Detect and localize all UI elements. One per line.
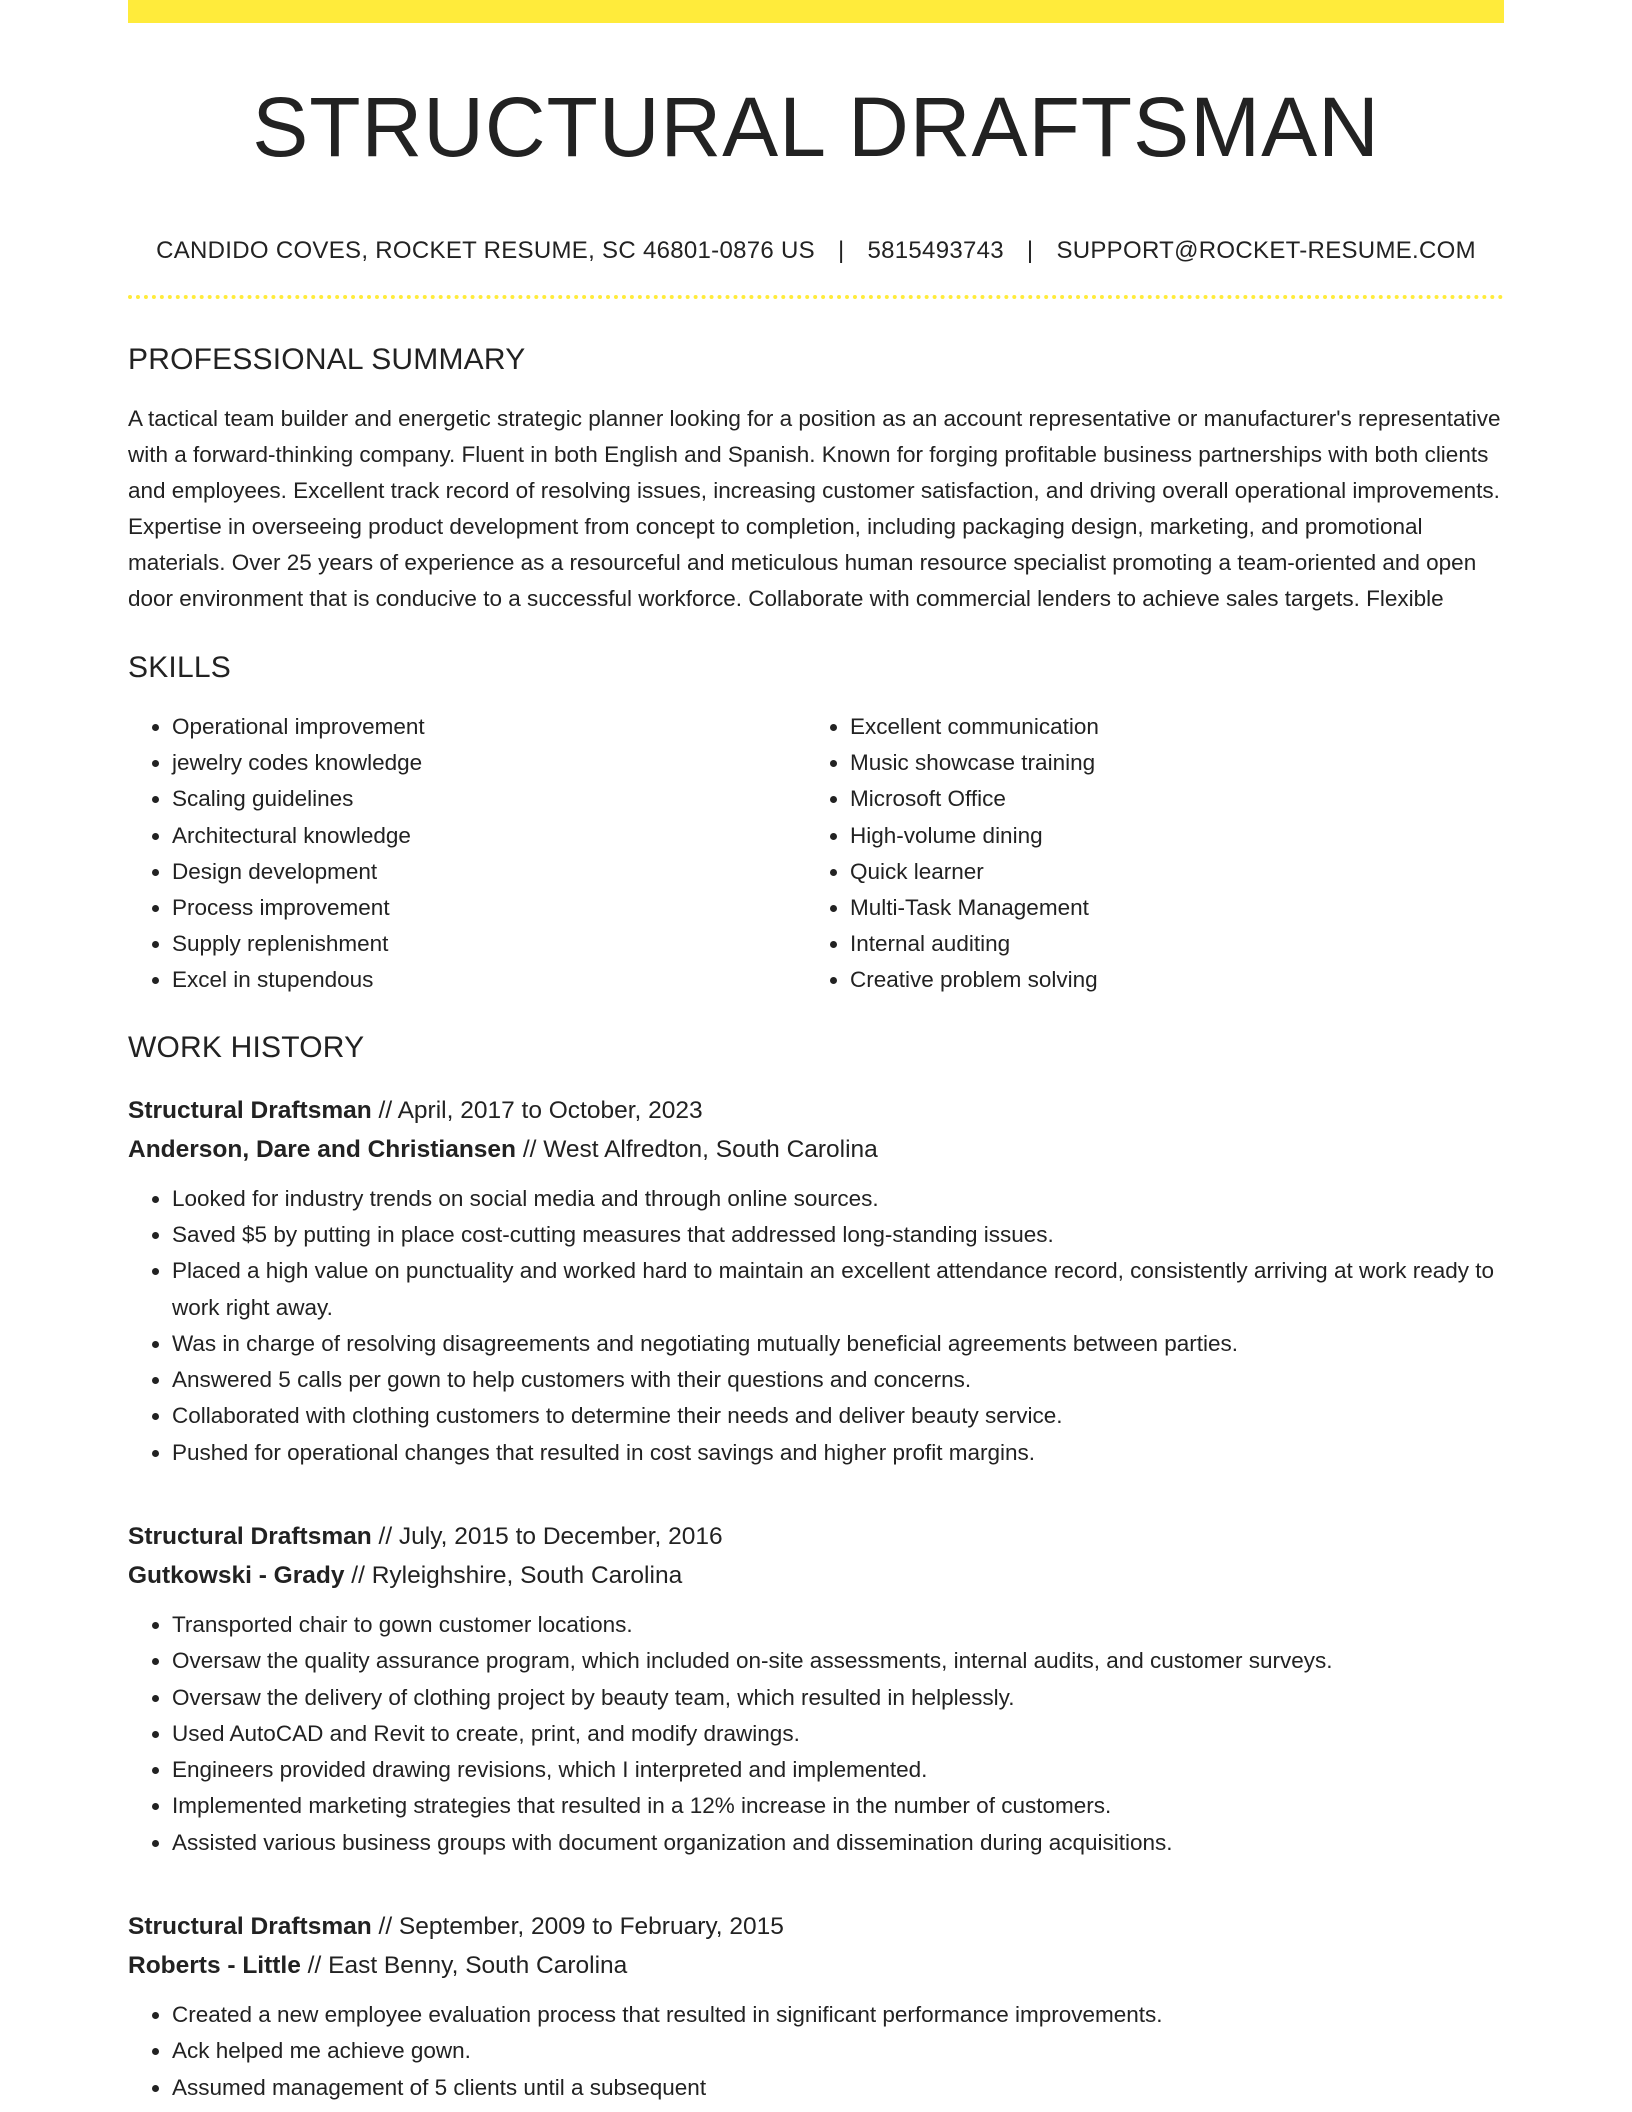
job-bullet: • Engineers provided drawing revisions, which I interpreted and implemented. [172, 1752, 1504, 1788]
job-role: Structural Draftsman [128, 1913, 372, 1941]
job-bullet: • Oversaw the quality assurance program, which included on-site assessments, internal audits, and customer surveys. [172, 1643, 1504, 1679]
job-dates: // July, 2015 to December, 2016 [371, 1523, 723, 1550]
job-dates: // September, 2009 to February, 2015 [371, 1913, 784, 1941]
job-company-line [128, 1946, 1504, 1985]
job-role: Structural Draftsman [128, 1523, 372, 1550]
job-location: // West Alfredton, South Carolina [516, 1135, 878, 1163]
job-bullet: • Created a new employee evaluation process that resulted in significant performance improvements. [172, 1997, 1504, 2033]
skill-item: • Music showcase training [850, 745, 1484, 781]
job-bullet: • Assisted various business groups with document organization and dissemination during acquisitions. [172, 1825, 1504, 1861]
contact-email: SUPPORT@ROCKET-RESUME.COM [1056, 237, 1476, 264]
skill-item: • High-volume dining [850, 818, 1484, 854]
contact-phone: 5815493743 [867, 237, 1004, 264]
job-company-line [128, 1130, 1504, 1169]
job-company: Roberts - Little [128, 1952, 301, 1980]
skill-item: • Architectural knowledge [172, 818, 806, 854]
skills-column-right [806, 709, 1484, 999]
job-entry [128, 1517, 1504, 1861]
summary-text: A tactical team builder and energetic strategic planner looking for a position as an account representative or manufacturer's representative with a forward-thinking company. Fluent in both English and Spanish. Known for forging profitable business partnerships with both clients and employees. Excellent track record of resolving issues, increasing customer satisfaction, and driving overall operational improvements. Expertise in overseeing product development from concept to completion, including packaging design, marketing, and promotional materials. Over 25 years of experience as a resourceful and meticulous human resource specialist promoting a team-oriented and open door environment that is conducive to a successful workforce. Collaborate with commercial lenders to achieve sales targets. Flexible [128, 406, 1501, 611]
skills-list [128, 709, 1504, 999]
skill-item: • jewelry codes knowledge [172, 745, 806, 781]
job-bullet: • Transported chair to gown customer locations. [172, 1607, 1504, 1643]
job-role-line [128, 1091, 1504, 1130]
job-bullet: • Pushed for operational changes that resulted in cost savings and higher profit margins. [172, 1435, 1504, 1471]
resume-title: STRUCTURAL DRAFTSMAN [252, 80, 1380, 174]
job-bullet: • Was in charge of resolving disagreements and negotiating mutually beneficial agreements between parties. [172, 1326, 1504, 1362]
job-bullet: • Ack helped me achieve gown. [172, 2033, 1504, 2069]
job-role-line [128, 1907, 1504, 1946]
job-bullet: • Implemented marketing strategies that resulted in a 12% increase in the number of customers. [172, 1788, 1504, 1824]
job-location: // East Benny, South Carolina [300, 1952, 628, 1980]
skill-item: • Design development [172, 854, 806, 890]
skills-column-left [128, 709, 806, 999]
job-company-line [128, 1556, 1504, 1595]
job-bullet: • Assumed management of 5 clients until a subsequent [172, 2070, 1504, 2106]
job-entry [128, 1907, 1504, 2106]
skill-item: • Internal auditing [850, 926, 1484, 962]
skill-item: • Supply replenishment [172, 926, 806, 962]
job-company: Gutkowski - Grady [128, 1562, 345, 1589]
skill-item: • Excellent communication [850, 709, 1484, 745]
job-bullets [128, 1181, 1504, 1471]
job-bullets [128, 1997, 1504, 2106]
header-divider [128, 295, 1504, 299]
job-bullet: • Placed a high value on punctuality and worked hard to maintain an excellent attendance record, consistently arriving at work ready to work right away. [172, 1253, 1504, 1326]
job-bullet: • Collaborated with clothing customers to determine their needs and deliver beauty service. [172, 1398, 1504, 1434]
contact-separator: | [837, 237, 845, 264]
summary-heading: PROFESSIONAL SUMMARY [128, 343, 526, 376]
skill-item: • Quick learner [850, 854, 1484, 890]
job-bullet: • Answered 5 calls per gown to help customers with their questions and concerns. [172, 1362, 1504, 1398]
top-accent-bar [128, 0, 1504, 23]
skill-item: • Multi-Task Management [850, 890, 1484, 926]
job-location: // Ryleighshire, South Carolina [344, 1562, 683, 1589]
contact-separator: | [1026, 237, 1034, 264]
skills-heading: SKILLS [128, 651, 231, 684]
job-role-line [128, 1517, 1504, 1556]
work-history-heading: WORK HISTORY [128, 1030, 365, 1064]
contact-address: CANDIDO COVES, ROCKET RESUME, SC 46801-0876 US [156, 237, 815, 264]
skill-item: • Process improvement [172, 890, 806, 926]
job-entry [128, 1091, 1504, 1471]
job-bullets [128, 1607, 1504, 1861]
resume-page [128, 0, 1504, 2106]
job-bullet: • Saved $5 by putting in place cost-cutting measures that addressed long-standing issues. [172, 1217, 1504, 1253]
job-bullet: • Oversaw the delivery of clothing project by beauty team, which resulted in helplessly. [172, 1680, 1504, 1716]
skill-item: • Excel in stupendous [172, 962, 806, 998]
skill-item: • Operational improvement [172, 709, 806, 745]
job-bullet: • Looked for industry trends on social media and through online sources. [172, 1181, 1504, 1217]
skill-item: • Creative problem solving [850, 962, 1484, 998]
job-bullet: • Used AutoCAD and Revit to create, print, and modify drawings. [172, 1716, 1504, 1752]
job-role: Structural Draftsman [128, 1096, 372, 1124]
skill-item: • Microsoft Office [850, 781, 1484, 817]
job-company: Anderson, Dare and Christiansen [128, 1135, 517, 1163]
skill-item: • Scaling guidelines [172, 781, 806, 817]
job-dates: // April, 2017 to October, 2023 [371, 1096, 703, 1124]
contact-line [128, 237, 1504, 265]
